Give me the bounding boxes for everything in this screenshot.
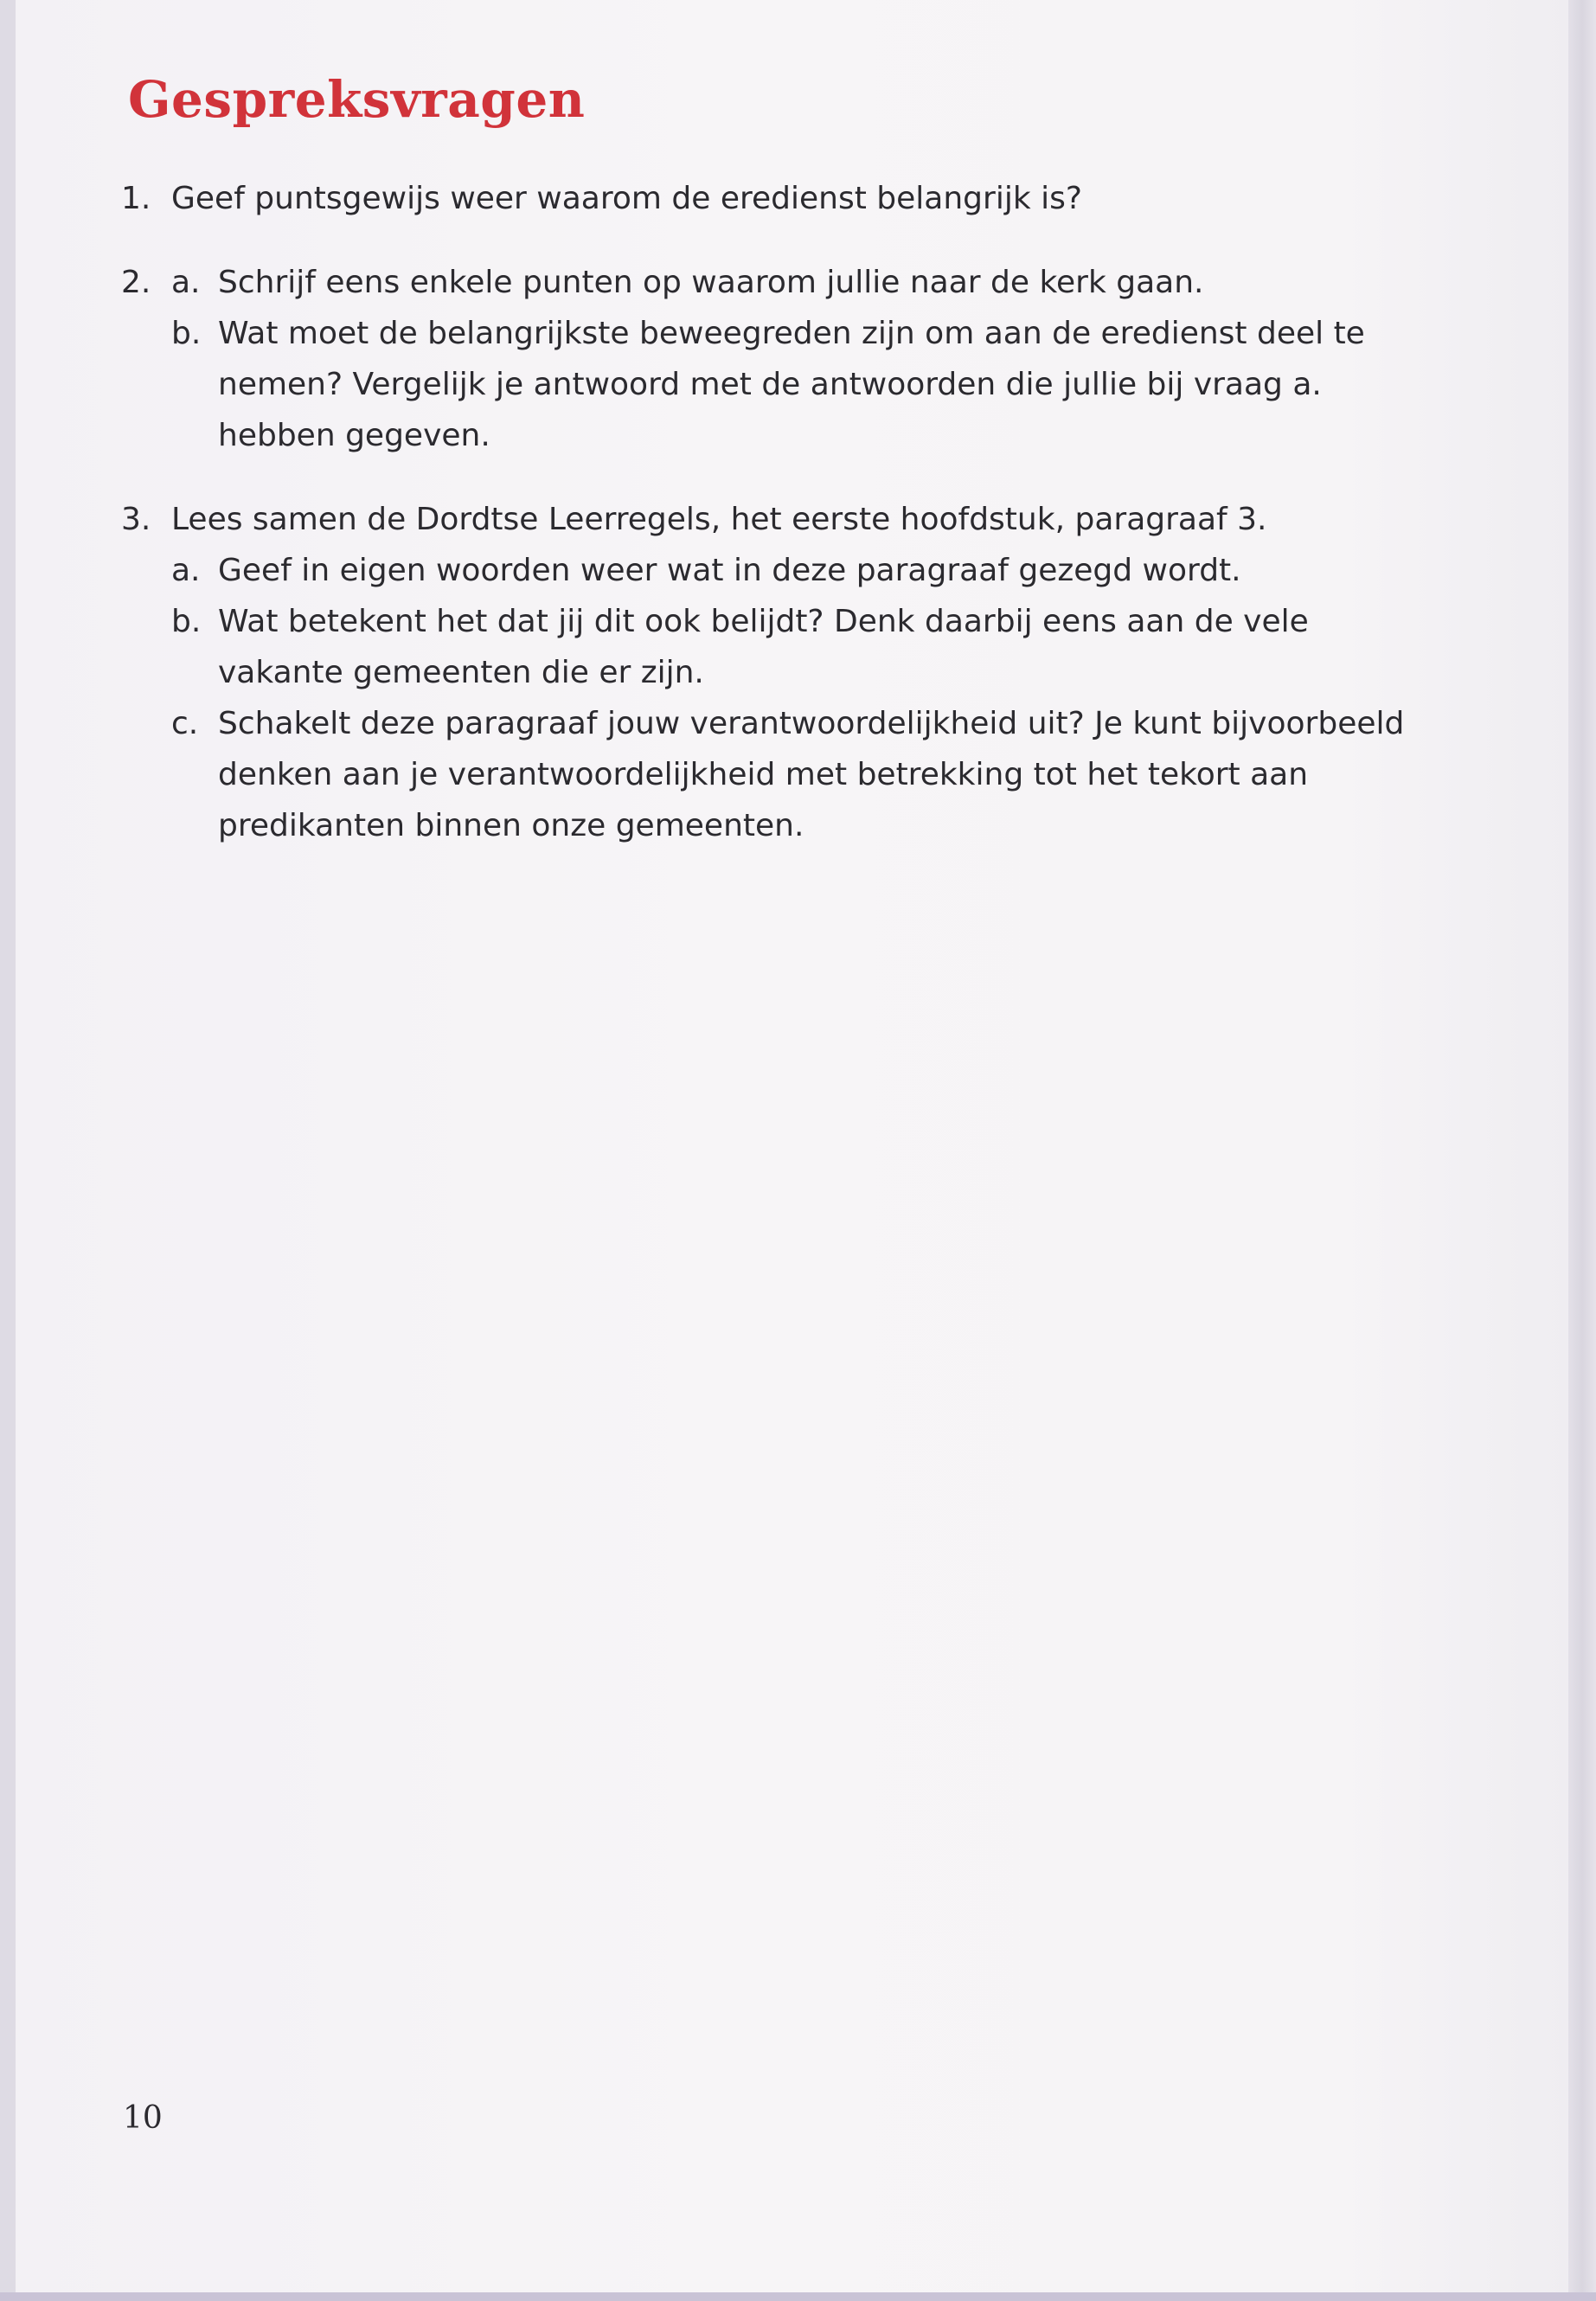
page-edge-right bbox=[1568, 0, 1596, 2301]
sub-question-text: Geef in eigen woorden weer wat in deze paragraaf gezegd wordt. bbox=[218, 553, 1241, 588]
question-1 bbox=[121, 173, 1419, 224]
sub-question-letter: b. bbox=[171, 316, 202, 351]
question-number: 2. bbox=[121, 265, 151, 300]
sub-question-letter: b. bbox=[171, 604, 202, 639]
sub-question-2b bbox=[171, 308, 1419, 461]
page-number: 10 bbox=[123, 2100, 163, 2136]
page-title: Gespreksvragen bbox=[128, 70, 586, 129]
sub-question-letter: a. bbox=[171, 265, 201, 300]
page-edge-bottom bbox=[0, 2292, 1596, 2301]
question-3 bbox=[121, 494, 1419, 851]
question-2 bbox=[121, 257, 1419, 461]
sub-question-3a bbox=[171, 545, 1419, 596]
sub-question-text: Schakelt deze paragraaf jouw verantwoordelijkheid uit? Je kunt bijvoorbeeld denken aan je verantwoordelijkheid met betrekking tot het tekort aan predikanten binnen onze gemeenten. bbox=[218, 706, 1405, 843]
question-text: Lees samen de Dordtse Leerregels, het eerste hoofdstuk, paragraaf 3. bbox=[171, 502, 1267, 537]
question-number: 3. bbox=[121, 502, 151, 537]
sub-question-3b bbox=[171, 596, 1419, 698]
sub-question-letter: a. bbox=[171, 553, 201, 588]
sub-question-2a bbox=[171, 257, 1419, 308]
question-number: 1. bbox=[121, 181, 151, 216]
sub-question-3c bbox=[171, 698, 1419, 851]
sub-question-text: Schrijf eens enkele punten op waarom jullie naar de kerk gaan. bbox=[218, 265, 1204, 300]
sub-question-text: Wat betekent het dat jij dit ook belijdt? Denk daarbij eens aan de vele vakante gemeenten die er zijn. bbox=[218, 604, 1309, 690]
sub-question-text: Wat moet de belangrijkste beweegreden zijn om aan de eredienst deel te nemen? Vergelijk je antwoord met de antwoorden die jullie bij vraag a. hebben gegeven. bbox=[218, 316, 1365, 453]
question-list bbox=[121, 173, 1419, 851]
sub-question-letter: c. bbox=[171, 706, 199, 741]
question-text: Geef puntsgewijs weer waarom de eredienst belangrijk is? bbox=[171, 181, 1082, 216]
